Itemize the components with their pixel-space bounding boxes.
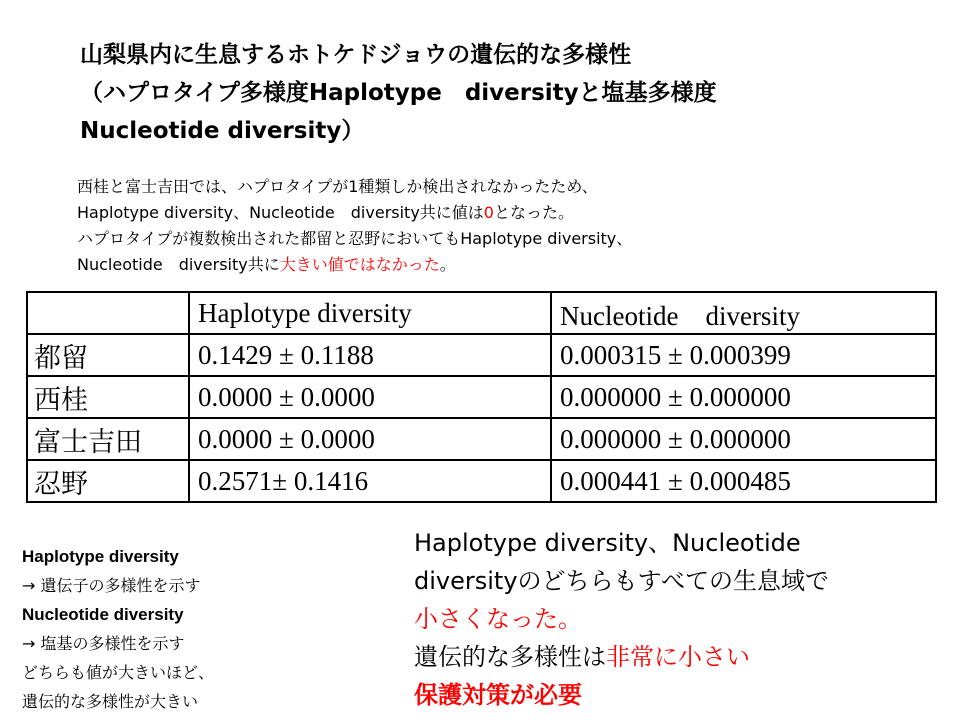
note-line-5: どちらも値が大きいほど、 [22,663,215,682]
table-header-row [27,292,936,334]
table-cell-nucleotide: 0.000441 ± 0.000485 [551,460,936,502]
table-cell-site: 忍野 [27,460,189,502]
title-line-3: Nucleotide diversity） [80,118,365,144]
conclusion-text [414,524,954,714]
table-row [27,418,936,460]
conclusion-line-1: Haplotype diversity、Nucleotide [414,529,801,557]
note-desc-haplotype: → 遺伝子の多様性を示す [22,576,201,595]
table-row [27,376,936,418]
intro-line-1: 西桂と富士吉田では、ハプロタイプが1種類しか検出されなかったため、 [77,177,598,196]
table-header-nucleotide: Nucleotide diversity [551,292,936,334]
definition-notes [22,542,362,716]
table-header-corner [27,292,189,334]
table-header-haplotype: Haplotype diversity [189,292,551,334]
conclusion-line-2: diversityのどちらもすべての生息域で [414,567,830,595]
note-line-6: 遺伝的な多様性が大きい [22,692,199,711]
table-cell-site: 富士吉田 [27,418,189,460]
table-cell-haplotype: 0.2571± 0.1416 [189,460,551,502]
intro-line-3: ハプロタイプが複数検出された都留と忍野においてもHaplotype diversity、 [77,229,633,248]
table-cell-site: 都留 [27,334,189,376]
intro-line-2-a: Haplotype diversity、Nucleotide diversity共に値は [77,203,484,222]
table-row [27,460,936,502]
table-cell-nucleotide: 0.000315 ± 0.000399 [551,334,936,376]
intro-not-large-highlight: 大きい値ではなかった [279,255,440,274]
note-desc-nucleotide: → 塩基の多様性を示す [22,634,185,653]
table-cell-haplotype: 0.0000 ± 0.0000 [189,418,551,460]
diversity-table [26,291,937,503]
table-cell-nucleotide: 0.000000 ± 0.000000 [551,376,936,418]
intro-line-2-b: となった。 [493,203,574,222]
table-cell-haplotype: 0.1429 ± 0.1188 [189,334,551,376]
table-row [27,334,936,376]
note-term-nucleotide: Nucleotide diversity [22,605,184,624]
table-cell-site: 西桂 [27,376,189,418]
intro-line-4 [77,252,937,278]
slide-title [80,36,940,150]
intro-text [77,174,937,278]
intro-line-2 [77,200,937,226]
intro-line-4-a: Nucleotide diversity共に [77,255,280,274]
intro-zero-highlight: 0 [483,203,494,222]
conclusion-line-4-a: 遺伝的な多様性は [414,643,606,671]
conclusion-line-4 [414,638,954,676]
conclusion-very-small-highlight: 非常に小さい [606,643,750,671]
title-line-1: 山梨県内に生息するホトケドジョウの遺伝的な多様性 [80,42,632,68]
note-term-haplotype: Haplotype diversity [22,547,179,566]
conclusion-line-3: 小さくなった。 [414,605,582,633]
conclusion-line-5: 保護対策が必要 [414,681,582,709]
title-line-2: （ハプロタイプ多様度Haplotype diversityと塩基多様度 [80,80,717,106]
table-cell-nucleotide: 0.000000 ± 0.000000 [551,418,936,460]
table-cell-haplotype: 0.0000 ± 0.0000 [189,376,551,418]
intro-line-4-b: 。 [439,255,456,274]
